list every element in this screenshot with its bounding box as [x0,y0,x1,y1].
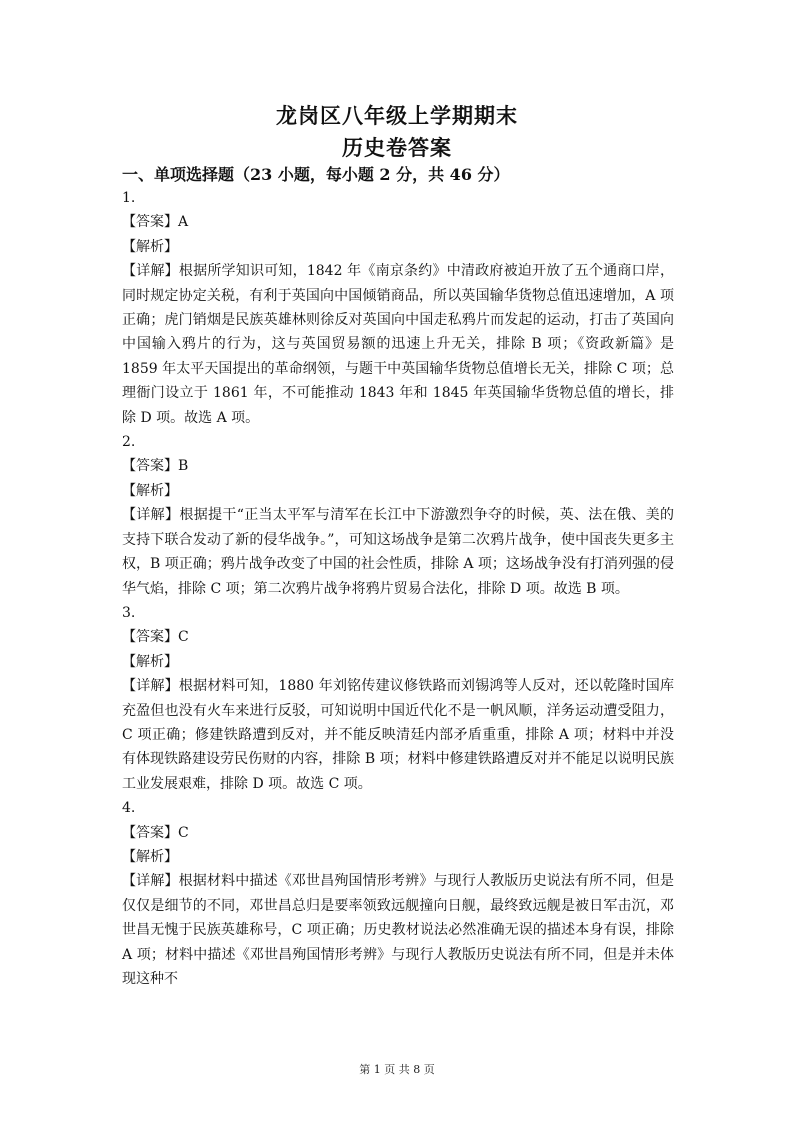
question-number: 4. [122,800,136,817]
analysis-label: 【解析】 [122,482,178,499]
detail-paragraph: 【详解】根据材料中描述《邓世昌殉国情形考辨》与现行人教版历史说法有所不同，但是仅仅是细节的不同，邓世昌总归是要率领致远舰撞向日舰，最终致远舰是被日军击沉，邓世昌无愧于民族英雄称号，C 项正确；历史教材说法必然准确无误的描述本身有误，排除 A 项；材料中描述《邓世昌殉国情形考辨》与现行人教版历史说法有所不同，但是并未体现这种不 [122,873,674,987]
analysis-label: 【解析】 [122,238,178,255]
detail-paragraph: 【详解】根据提干“正当太平军与清军在长江中下游激烈争夺的时候，英、法在俄、美的支持下联合发动了新的侵华战争。”，可知这场战争是第二次鸦片战争，使中国丧失更多主权，B 项正确；鸦片战争改变了中国的社会性质，排除 A 项；这场战争没有打消列强的侵华气焰，排除 C 项；第二次鸦片战争将鸦片贸易合法化，排除 D 项。故选 B 项。 [122,507,674,597]
question-block [122,796,674,991]
question-block [122,186,674,430]
section-heading: 一、单项选择题（23 小题，每小题 2 分，共 46 分） [122,165,510,184]
answer-line: 【答案】C [122,629,189,646]
question-block [122,430,674,601]
answer-content [122,186,674,991]
answer-line: 【答案】C [122,824,189,841]
document-subtitle: 历史卷答案 [342,135,452,160]
question-block [122,601,674,796]
answer-line: 【答案】A [122,214,189,231]
question-number: 1. [122,190,136,206]
analysis-label: 【解析】 [122,653,178,670]
page-footer: 第 1 页 共 8 页 [359,1063,435,1076]
question-number: 2. [122,434,136,451]
document-title: 龙岗区八年级上学期期末 [276,103,518,128]
detail-paragraph: 【详解】根据材料可知，1880 年刘铭传建议修铁路而刘锡鸿等人反对，还以乾隆时国库充盈但也没有火车来进行反驳，可知说明中国近代化不是一帆风顺，洋务运动遭受阻力，C 项正确；修建铁路遭到反对，并不能反映清廷内部矛盾重重，排除 A 项；材料中并没有体现铁路建设劳民伤财的内容，排除 B 项；材料中修建铁路遭反对并不能足以说明民族工业发展艰难，排除 D 项。故选 C 项。 [122,678,674,792]
question-number: 3. [122,604,136,621]
analysis-label: 【解析】 [122,848,178,865]
detail-paragraph: 【详解】根据所学知识可知，1842 年《南京条约》中清政府被迫开放了五个通商口岸，同时规定协定关税，有利于英国向中国倾销商品，所以英国输华货物总值迅速增加，A 项正确；虎门销烟是民族英雄林则徐反对英国向中国走私鸦片而发起的运动，打击了英国向中国输入鸦片的行为，这与英国贸易额的迅速上升无关，排除 B 项；《资政新篇》是 1859 年太平天国提出的革命纲领，与题干中英国输华货物总值增长无关，排除 C 项；总理衙门设立于 1861 年，不可能推动 1843 年和 1845 年英国输华货物总值的增长，排除 D 项。故选 A 项。 [122,263,674,426]
answer-line: 【答案】B [122,458,189,475]
